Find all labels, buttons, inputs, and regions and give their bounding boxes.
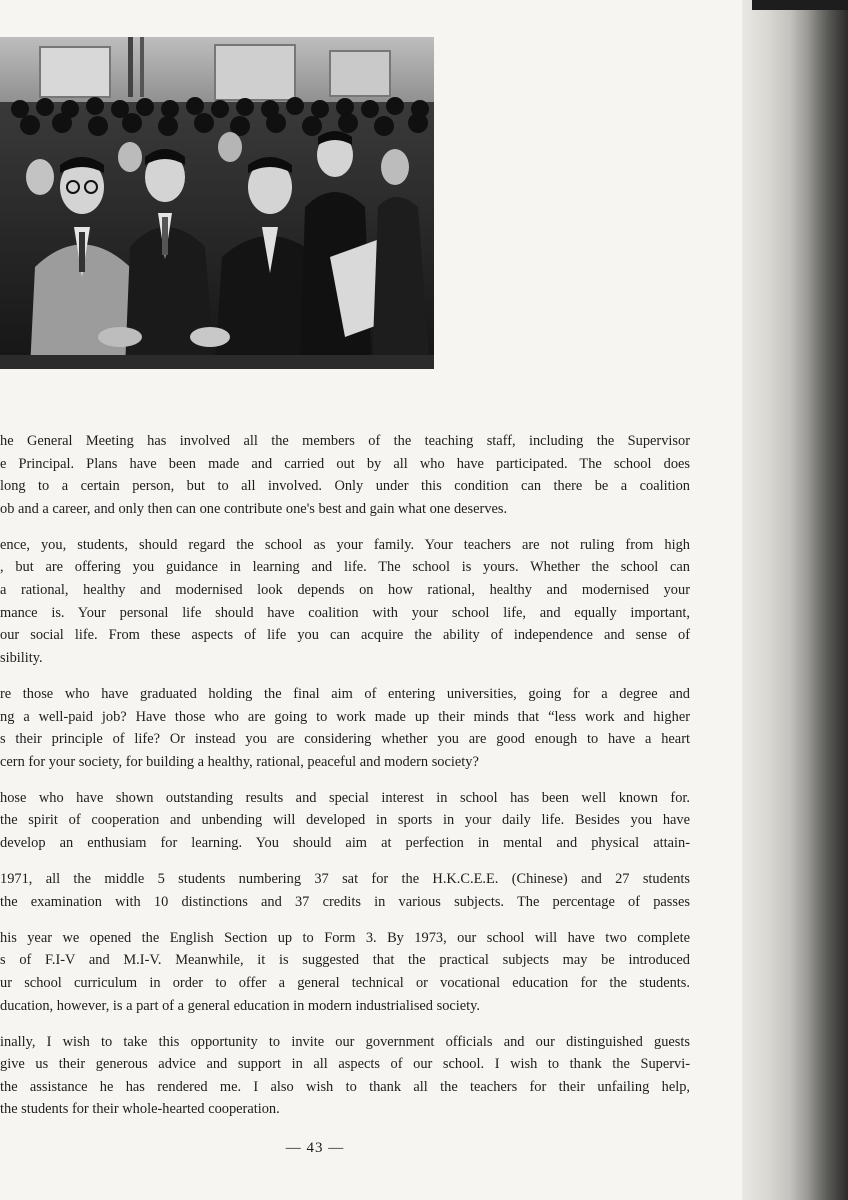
text-line: his year we opened the English Section up to Form 3. By 1973, our school will have two complete bbox=[0, 929, 690, 946]
text-line: ob and a career, and only then can one contribute one's best and gain what one deserves. bbox=[0, 500, 508, 517]
text-line: develop an enthusiam for learning. You should aim at perfection in mental and physical attain- bbox=[0, 835, 690, 851]
text-line: ducation, however, is a part of a general education in modern industrialised society. bbox=[0, 997, 481, 1014]
paragraph-hkcee-results bbox=[0, 868, 690, 913]
text-line: ence, you, students, should regard the school as your family. Your teachers are not ruling from high bbox=[0, 536, 690, 553]
paragraph-closing-thanks bbox=[0, 1031, 690, 1121]
audience-photo-icon bbox=[0, 37, 434, 369]
text-line: long to a certain person, but to all involved. Only under this condition can there be a coalition bbox=[0, 478, 690, 495]
text-line: e Principal. Plans have been made and carried out by all who have participated. The school does bbox=[0, 455, 690, 472]
text-line: the students for their whole-hearted cooperation. bbox=[0, 1101, 280, 1118]
paragraph-graduates bbox=[0, 683, 690, 773]
text-line: a rational, healthy and modernised look depends on how rational, healthy and modernised your bbox=[0, 582, 690, 599]
text-line: our social life. From these aspects of life you can acquire the ability of independence and sense of bbox=[0, 627, 690, 644]
paragraph-general-meeting bbox=[0, 430, 690, 520]
paragraph-english-section bbox=[0, 927, 690, 1017]
binding-edge-shadow bbox=[790, 10, 848, 1200]
text-line: hose who have shown outstanding results and special interest in school has been well known for. bbox=[0, 789, 690, 806]
page-number: — 43 — bbox=[285, 1140, 345, 1156]
text-line: the examination with 10 distinctions and 37 credits in various subjects. The percentage of passes bbox=[0, 893, 690, 910]
text-line: s their principle of life? Or instead you are considering whether you are good enough to have a heart bbox=[0, 731, 690, 748]
text-line: the assistance he has rendered me. I also wish to thank all the teachers for their unfailing help, bbox=[0, 1078, 690, 1095]
text-line: re those who have graduated holding the final aim of entering universities, going for a degree and bbox=[0, 685, 690, 702]
text-line: cern for your society, for building a healthy, rational, peaceful and modern society? bbox=[0, 753, 479, 770]
text-line: he General Meeting has involved all the members of the teaching staff, including the Supervisor bbox=[0, 433, 690, 449]
paragraph-students-family bbox=[0, 534, 690, 670]
text-line: mance is. Your personal life should have coalition with your school life, and equally important, bbox=[0, 604, 690, 621]
text-line: , but are offering you guidance in learning and life. The school is yours. Whether the school can bbox=[0, 559, 690, 576]
text-line: ng a well-paid job? Have those who are going to work made up their minds that “less work and higher bbox=[0, 708, 690, 725]
text-line: the spirit of cooperation and unbending will developed in sports in your daily life. Besides you have bbox=[0, 812, 690, 829]
text-line: give us their generous advice and support in all aspects of our school. I wish to thank the Supervi- bbox=[0, 1056, 690, 1073]
text-line: inally, I wish to take this opportunity to invite our government officials and our distinguished guests bbox=[0, 1033, 690, 1050]
text-line: sibility. bbox=[0, 649, 43, 666]
binding-top-edge bbox=[752, 0, 848, 10]
body-text bbox=[0, 430, 690, 1135]
text-line: ur school curriculum in order to offer a general technical or vocational education for the students. bbox=[0, 974, 690, 991]
text-line: s of F.I-V and M.I-V. Meanwhile, it is suggested that the practical subjects may be introduced bbox=[0, 952, 690, 969]
paragraph-outstanding-results bbox=[0, 787, 690, 855]
text-line: 1971, all the middle 5 students numbering 37 sat for the H.K.C.E.E. (Chinese) and 27 students bbox=[0, 871, 690, 888]
